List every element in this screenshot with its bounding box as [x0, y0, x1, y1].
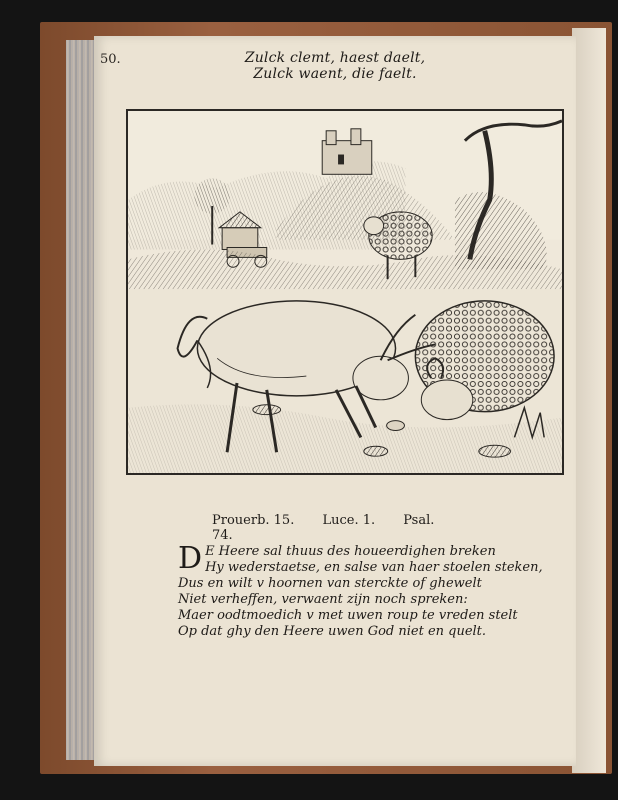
verse-line-4: Niet verheffen, verwaent zijn noch spreken: [178, 592, 468, 607]
motto-line-1: Zulck clemt, haest daelt, [244, 50, 426, 66]
verse-block [178, 541, 558, 640]
reference-luke: Luce. 1. [322, 513, 376, 528]
bull-and-ram-engraving [128, 111, 562, 473]
book-page [94, 36, 576, 766]
page-number: 50. [100, 52, 121, 67]
verse-line-2: Hy wederstaetse, en salse van haer stoelen steken, [205, 560, 543, 575]
verse-line-1: D E Heere sal thuus des houeerdighen breken [178, 541, 496, 576]
verse-line-5: Maer oodtmoedich v met uwen roup te vreden stelt [178, 608, 518, 623]
engraving-illustration [126, 109, 564, 475]
reference-proverbs: Prouerb. 15. [212, 513, 295, 528]
verse-line-3: Dus en wilt v hoornen van sterckte of ghewelt [178, 576, 482, 591]
motto-header [94, 50, 576, 82]
drop-cap: D [178, 541, 203, 576]
motto-line-2: Zulck waent, die faelt. [253, 66, 417, 82]
scripture-references [212, 513, 462, 543]
reference-psalms: Psal. 74. [212, 513, 435, 543]
following-page-edge [572, 28, 606, 773]
verse-line-6: Op dat ghy den Heere uwen God niet en quelt. [178, 624, 487, 639]
